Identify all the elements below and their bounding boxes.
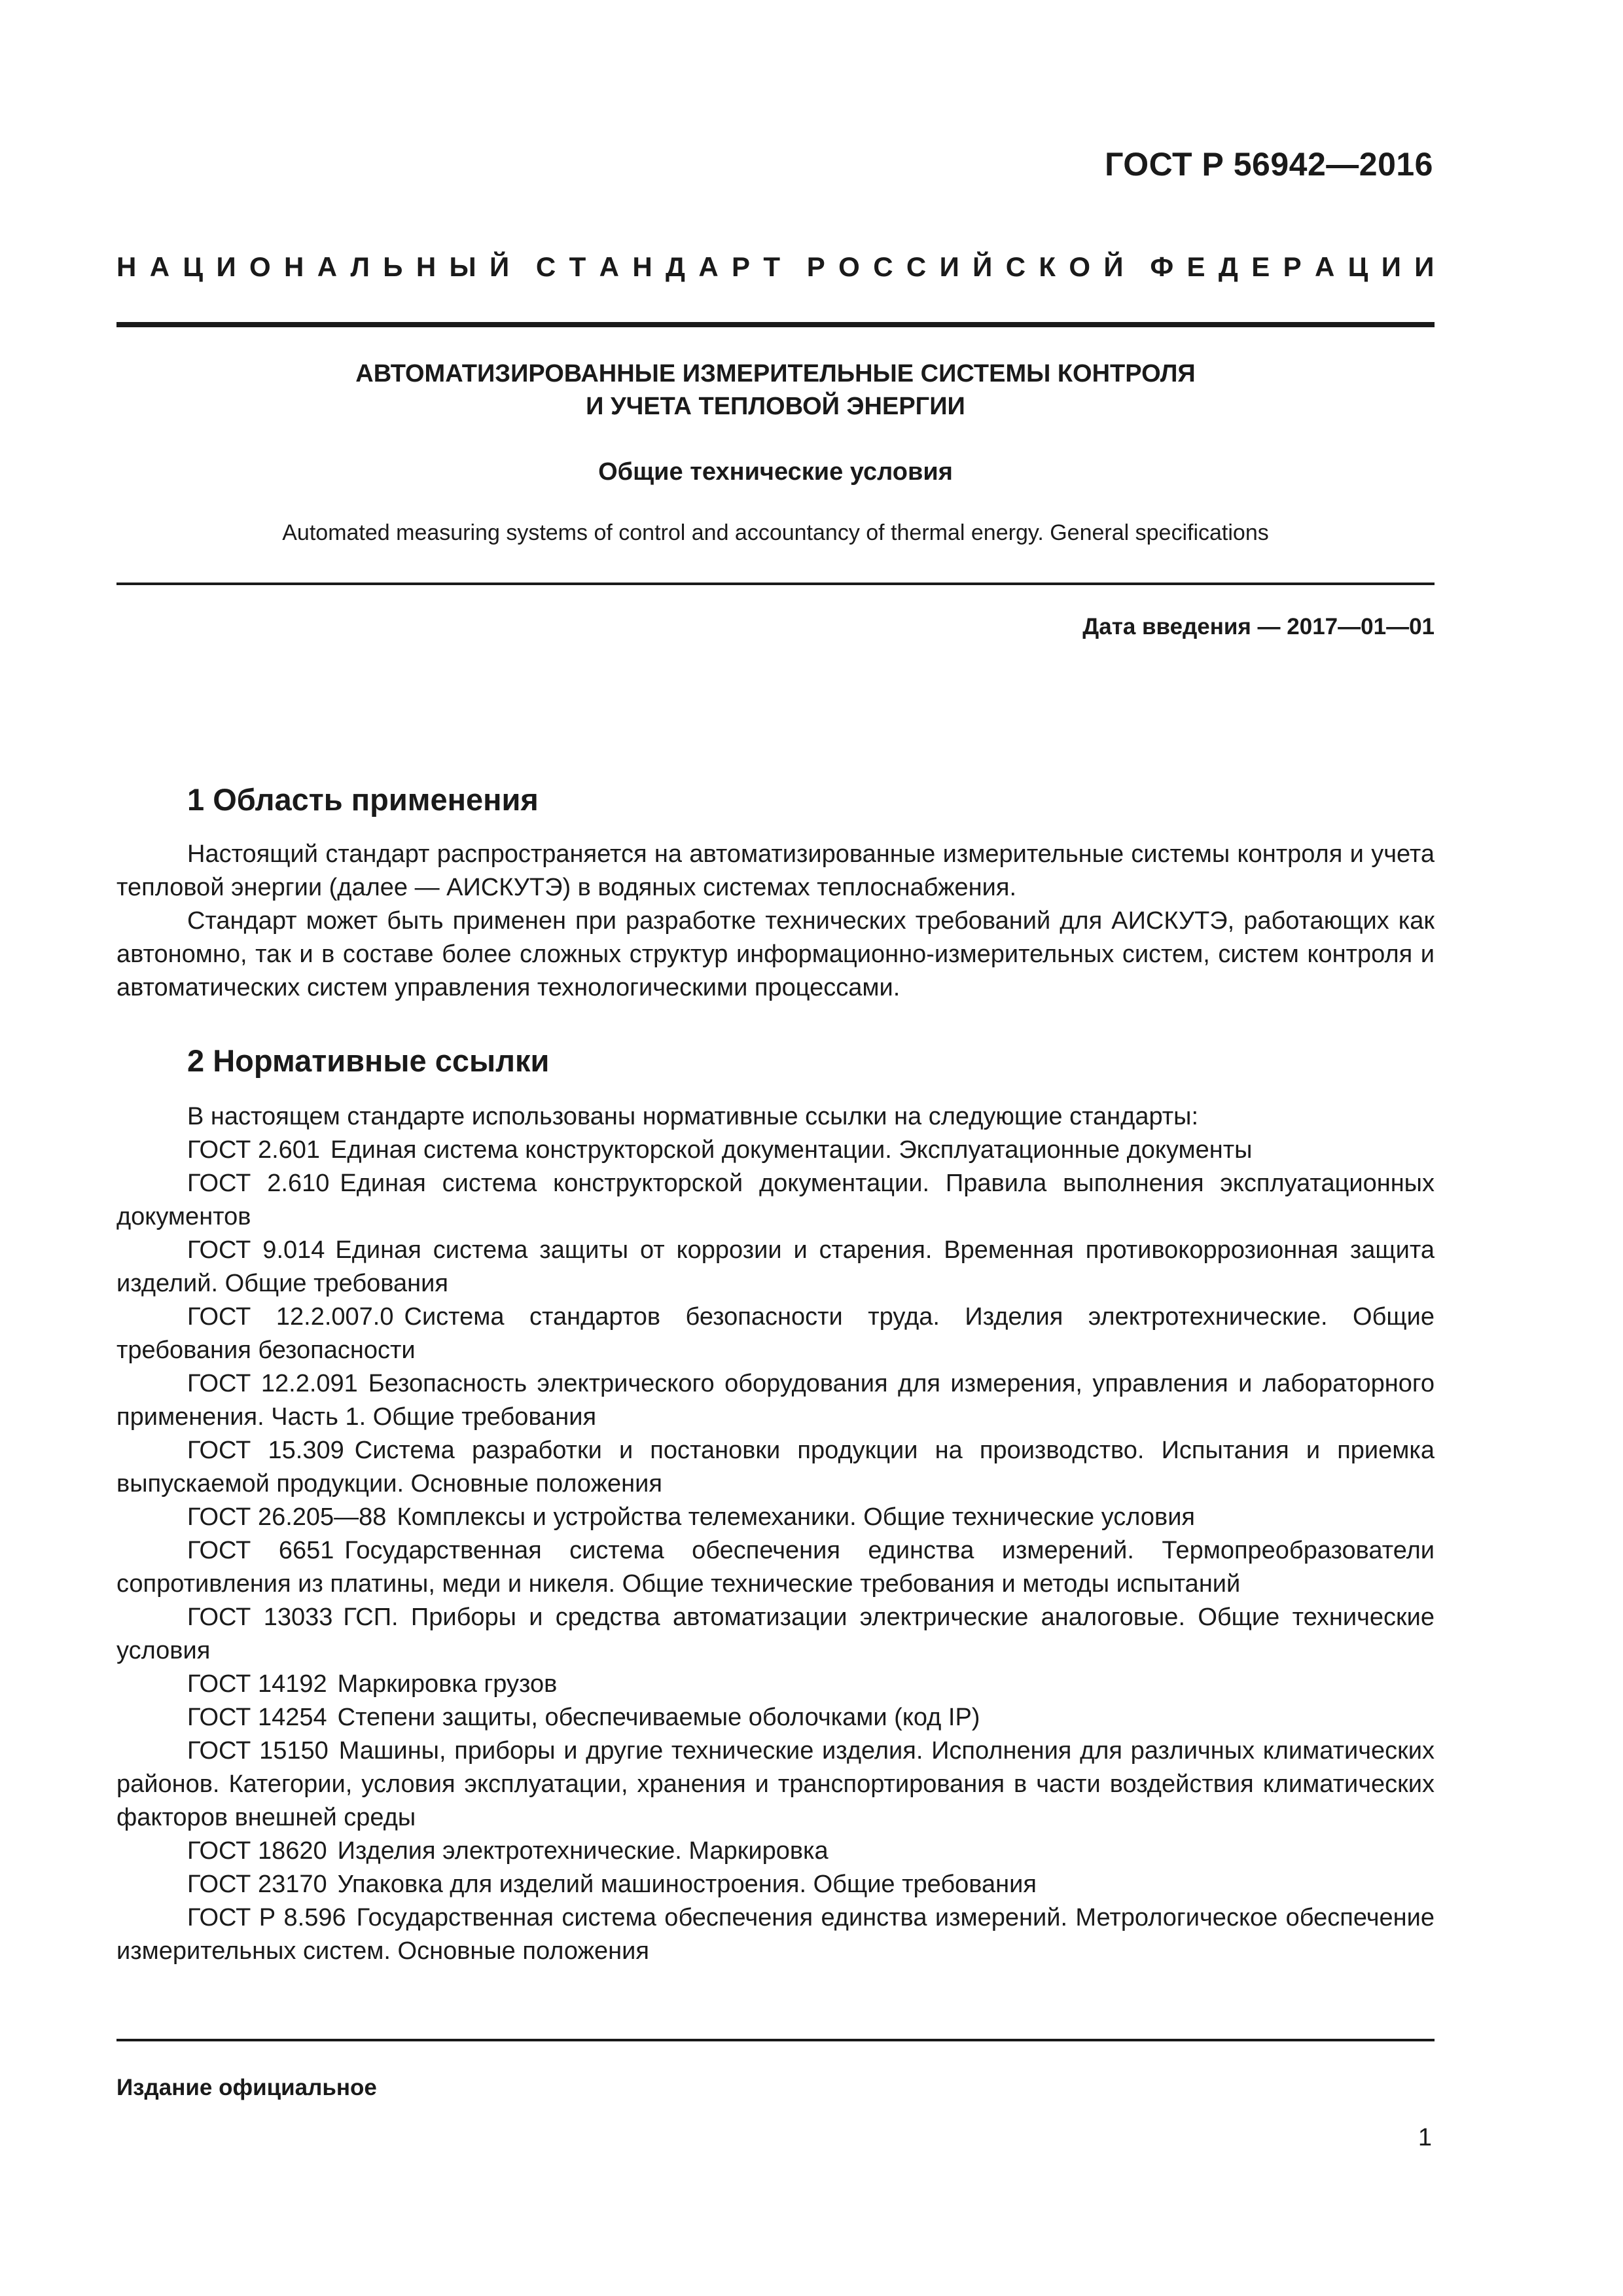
reference-item [116,1134,1435,1167]
reference-title: Система стандартов безопасности труда. Изделия электротехнические. Общие требования безопасности [116,1303,1435,1364]
header-divider [116,322,1435,327]
reference-item [116,1367,1435,1434]
section-2-heading: 2 Нормативные ссылки [187,1043,550,1078]
header-letter: Й [1103,251,1124,282]
reference-item [116,1501,1435,1534]
reference-title: Маркировка грузов [337,1670,558,1698]
reference-item [116,1300,1435,1367]
reference-item [116,1835,1435,1868]
header-letter: К [1039,251,1056,282]
header-letter: Л [350,251,370,282]
section-1-heading: 1 Область применения [187,782,539,817]
header-letter: Н [284,251,304,282]
header-letter: И [216,251,236,282]
reference-code: ГОСТ 12.2.007.0 [187,1303,394,1331]
page-number: 1 [1418,2124,1432,2151]
title-block [116,357,1435,423]
reference-item [116,1234,1435,1300]
reference-item [116,1868,1435,1901]
document-number: ГОСТ Р 56942—2016 [1105,146,1433,183]
section-2-body [116,1100,1435,1968]
header-letter: Ф [1150,251,1174,282]
header-letter: С [873,251,893,282]
reference-title: Изделия электротехнические. Маркировка [337,1837,829,1865]
reference-item [116,1701,1435,1734]
reference-code: ГОСТ 23170 [187,1871,327,1898]
national-standard-header [116,251,1435,283]
reference-title: Степени защиты, обеспечиваемые оболочками (код IP) [337,1704,980,1731]
header-letter: Ь [383,251,403,282]
reference-title: Государственная система обеспечения единства измерений. Термопреобразователи сопротивления из платины, меди и никеля. Общие технические требования и методы испытаний [116,1537,1435,1598]
reference-code: ГОСТ 13033 [187,1604,333,1631]
header-letter: Н [632,251,652,282]
reference-title: Безопасность электрического оборудования для измерения, управления и лабораторного применения. Часть 1. Общие требования [116,1370,1435,1431]
header-letter: Е [1251,251,1270,282]
reference-title: Государственная система обеспечения единства измерений. Метрологическое обеспечение измерительных систем. Основные положения [116,1904,1435,1965]
header-letter: Т [763,251,781,282]
english-title: Automated measuring systems of control and accountancy of thermal energy. General specifications [282,520,1269,545]
reference-code: ГОСТ 15150 [187,1737,329,1765]
reference-code: ГОСТ 12.2.091 [187,1370,358,1397]
footer-divider [116,2039,1435,2041]
reference-item [116,1167,1435,1234]
reference-item [116,1601,1435,1668]
section-1-paragraph: Настоящий стандарт распространяется на автоматизированные измерительные системы контроля и учета тепловой энергии (далее — АИСКУТЭ) в водяных системах теплоснабжения. [116,840,1435,901]
reference-code: ГОСТ 6651 [187,1537,334,1564]
header-letter: А [1314,251,1335,282]
reference-title: Единая система конструкторской документации. Эксплуатационные документы [330,1136,1253,1164]
header-letter: Р [732,251,751,282]
reference-title: Упаковка для изделий машиностроения. Общие требования [337,1871,1037,1898]
reference-title: Единая система защиты от коррозии и старения. Временная противокоррозионная защита изделий. Общие требования [116,1236,1435,1297]
reference-code: ГОСТ Р 8.596 [187,1904,346,1931]
reference-item [116,1668,1435,1701]
reference-code: ГОСТ 18620 [187,1837,327,1865]
header-letter: С [535,251,556,282]
header-letter: О [838,251,860,282]
reference-code: ГОСТ 14192 [187,1670,327,1698]
reference-code: ГОСТ 26.205—88 [187,1503,387,1531]
header-letter: Н [416,251,437,282]
section-2-intro: В настоящем стандарте использованы нормативные ссылки на следующие стандарты: [187,1103,1199,1130]
edition-label: Издание официальное [116,2075,377,2100]
section-1-body [116,838,1435,1005]
header-letter: Й [490,251,510,282]
reference-code: ГОСТ 9.014 [187,1236,325,1264]
header-letter: Д [666,251,685,282]
title-divider [116,583,1435,585]
reference-title: ГСП. Приборы и средства автоматизации электрические аналоговые. Общие технические условия [116,1604,1435,1664]
reference-item [116,1434,1435,1501]
reference-item [116,1734,1435,1835]
reference-code: ГОСТ 2.601 [187,1136,321,1164]
header-letter: О [1069,251,1091,282]
reference-title: Система разработки и постановки продукции на производство. Испытания и приемка выпускаемой продукции. Основные положения [116,1437,1435,1498]
header-letter: С [906,251,927,282]
header-letter: О [249,251,271,282]
title-line-1: АВТОМАТИЗИРОВАННЫЕ ИЗМЕРИТЕЛЬНЫЕ СИСТЕМЫ КОНТРОЛЯ [355,360,1196,387]
reference-code: ГОСТ 15.309 [187,1437,344,1464]
reference-title: Машины, приборы и другие технические изделия. Исполнения для различных климатических районов. Категории, условия эксплуатации, хранения и транспортирования в части воздействия климатических факторов внешней среды [116,1737,1435,1831]
reference-code: ГОСТ 14254 [187,1704,327,1731]
header-letter: Д [1218,251,1238,282]
reference-item [116,1534,1435,1601]
header-letter: С [1005,251,1026,282]
header-letter: Ц [183,251,204,282]
header-letter: Й [972,251,993,282]
header-letter: И [1414,251,1435,282]
reference-code: ГОСТ 2.610 [187,1170,330,1197]
header-letter: Н [116,251,137,282]
header-letter: И [939,251,959,282]
reference-title: Комплексы и устройства телемеханики. Общие технические условия [397,1503,1195,1531]
header-letter: Ц [1347,251,1368,282]
header-letter: Р [806,251,825,282]
header-letter: И [1381,251,1401,282]
title-line-2: И УЧЕТА ТЕПЛОВОЙ ЭНЕРГИИ [586,393,965,420]
header-letter: Т [569,251,586,282]
section-1-paragraph: Стандарт может быть применен при разработке технических требований для АИСКУТЭ, работающих как автономно, так и в составе более сложных структур информационно-измерительных систем, систем контроля и автоматических систем управления технологическими процессами. [116,907,1435,1001]
subtitle: Общие технические условия [598,458,953,486]
normative-reference-list [116,1134,1435,1968]
header-letter: А [698,251,719,282]
introduction-date: Дата введения — 2017—01—01 [1082,614,1435,639]
header-letter: Р [1283,251,1302,282]
header-letter: А [317,251,338,282]
header-letter: Е [1186,251,1205,282]
header-letter: А [149,251,170,282]
header-letter: А [599,251,619,282]
reference-title: Единая система конструкторской документации. Правила выполнения эксплуатационных документов [116,1170,1435,1230]
reference-item [116,1901,1435,1968]
header-letter: Ы [449,251,476,282]
